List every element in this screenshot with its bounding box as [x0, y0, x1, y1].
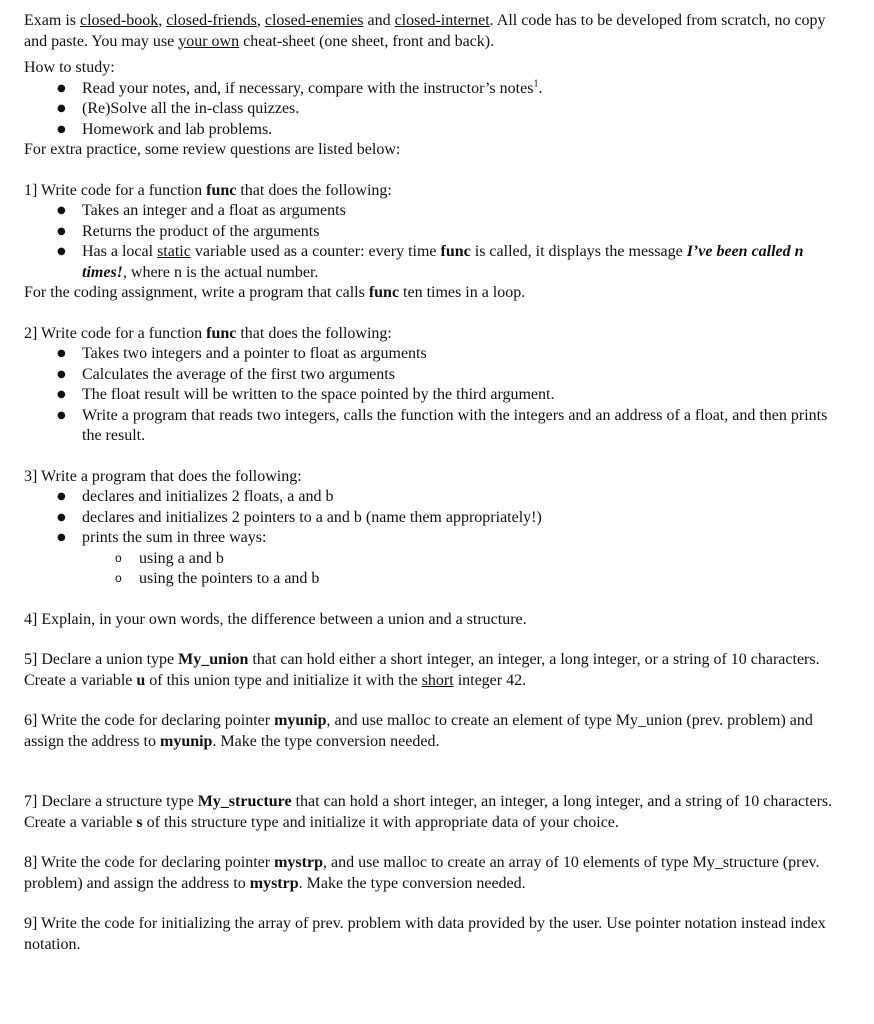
- q6-text: . Make the type conversion needed.: [212, 732, 440, 750]
- study-item-text: Read your notes, and, if necessary, compare with the instructor’s notes: [82, 79, 534, 97]
- q7-text: of this structure type and initialize it with appropriate data of your choice.: [142, 813, 619, 831]
- question-3-heading: 3] Write a program that does the following:: [24, 467, 302, 485]
- q1-coding-text: ten times in a loop.: [399, 284, 526, 301]
- q2-lead: 2] Write code for a function: [24, 324, 207, 342]
- q1-item: ● Takes an integer and a float as arguments: [24, 201, 844, 222]
- q8-text: 8] Write the code for declaring pointer: [24, 854, 275, 871]
- question-3-list: [24, 487, 844, 590]
- question-4: 4] Explain, in your own words, the difference between a union and a structure.: [24, 610, 527, 628]
- q3-item: ● prints the sum in three ways:: [24, 528, 844, 549]
- q2-item: ● Write a program that reads two integers, calls the function with the integers and an address of a float, and then prints the result.: [24, 406, 844, 447]
- q3-sub-item: o using the pointers to a and b: [24, 569, 844, 590]
- study-item-period: .: [538, 79, 543, 97]
- pointer-name: myunip: [274, 712, 327, 729]
- pointer-name: myunip: [159, 732, 213, 750]
- structure-type-name: My_structure: [197, 793, 292, 810]
- exam-rules-paragraph: [24, 11, 844, 52]
- q1-item: [24, 242, 844, 283]
- study-item: ● (Re)Solve all the in-class quizzes.: [24, 99, 844, 120]
- q5-text: that can hold either a short integer, an integer, a long integer, or a string of 10 characters. Create a variable: [24, 651, 820, 689]
- func-name: func: [368, 284, 400, 301]
- closed-book-term: closed-book: [80, 12, 159, 29]
- q8-text: . Make the type conversion needed.: [298, 874, 526, 892]
- pointer-name: mystrp: [249, 874, 299, 892]
- static-term: static: [157, 243, 191, 260]
- rules-sep: ,: [256, 12, 265, 29]
- q2-item: ● Calculates the average of the first two arguments: [24, 365, 844, 386]
- rules-text: cheat-sheet (one sheet, front and back).: [239, 32, 495, 50]
- question-5: [24, 650, 844, 691]
- q1-item-text: , where n is the actual number.: [122, 263, 319, 281]
- union-type-name: My_union: [178, 651, 249, 668]
- how-to-study-heading: How to study:: [24, 59, 115, 76]
- q6-text: 6] Write the code for declaring pointer: [24, 712, 275, 729]
- question-8: [24, 853, 844, 894]
- q2-item: ● Takes two integers and a pointer to float as arguments: [24, 344, 844, 365]
- q1-coding-text: For the coding assignment, write a program that calls: [24, 284, 369, 301]
- your-own-term: your own: [178, 32, 240, 50]
- q2-lead-end: that does the following:: [236, 324, 392, 342]
- study-list: [24, 79, 844, 141]
- q1-item-text: is called, it displays the message: [470, 243, 687, 260]
- q1-lead: 1] Write code for a function: [24, 181, 207, 199]
- question-1-list: [24, 201, 844, 283]
- q2-item: ● The float result will be written to the space pointed by the third argument.: [24, 385, 844, 406]
- short-term: short: [421, 671, 454, 689]
- variable-name: u: [136, 671, 146, 689]
- rules-sep: ,: [158, 12, 167, 29]
- q6-text: , and use malloc to create an element of type My_union (prev. problem) and assign the address to: [24, 712, 813, 750]
- footnote-mark: 1: [533, 78, 539, 90]
- q5-text: integer 42.: [453, 671, 527, 689]
- q1-item: ● Returns the product of the arguments: [24, 222, 844, 243]
- rules-sep: and: [363, 12, 395, 29]
- variable-name: s: [136, 813, 143, 831]
- extra-practice-text: For extra practice, some review questions are listed below:: [24, 141, 401, 158]
- closed-internet-term: closed-internet: [394, 12, 490, 29]
- rules-text: Exam is: [24, 12, 80, 29]
- document-page: [24, 11, 844, 955]
- question-6: [24, 711, 844, 752]
- func-name: func: [206, 181, 237, 199]
- question-2-list: [24, 344, 844, 447]
- q3-sub-item: o using a and b: [24, 549, 844, 570]
- question-2-heading: [24, 324, 844, 345]
- study-item: [24, 79, 844, 100]
- question-1-heading: [24, 181, 844, 202]
- func-name: func: [206, 324, 237, 342]
- study-item: ● Homework and lab problems.: [24, 120, 844, 141]
- question-7: [24, 792, 844, 833]
- func-name: func: [440, 243, 471, 260]
- q5-text: of this union type and initialize it with the: [145, 671, 422, 689]
- q1-item-text: variable used as a counter: every time: [190, 243, 441, 260]
- message-text: I’ve been called n times!: [82, 243, 804, 281]
- q1-coding-assignment: [24, 283, 844, 304]
- q3-item: ● declares and initializes 2 floats, a and b: [24, 487, 844, 508]
- q1-item-text: Has a local: [82, 243, 158, 260]
- pointer-name: mystrp: [274, 854, 323, 871]
- question-9: 9] Write the code for initializing the array of prev. problem with data provided by the user. Use pointer notation instead index notation.: [24, 915, 826, 953]
- q5-text: 5] Declare a union type: [24, 651, 179, 668]
- q1-lead-end: that does the following:: [236, 181, 392, 199]
- q8-text: , and use malloc to create an array of 10 elements of type My_structure (prev. problem) and assign the address to: [24, 854, 820, 892]
- rules-text: . All code has to be developed from scratch, no copy and paste. You may use: [24, 12, 826, 50]
- q7-text: 7] Declare a structure type: [24, 793, 198, 810]
- closed-friends-term: closed-friends: [166, 12, 257, 29]
- q7-text: that can hold a short integer, an integer, a long integer, and a string of 10 characters. Create a variable: [24, 793, 833, 831]
- q3-item: ● declares and initializes 2 pointers to a and b (name them appropriately!): [24, 508, 844, 529]
- closed-enemies-term: closed-enemies: [264, 12, 364, 29]
